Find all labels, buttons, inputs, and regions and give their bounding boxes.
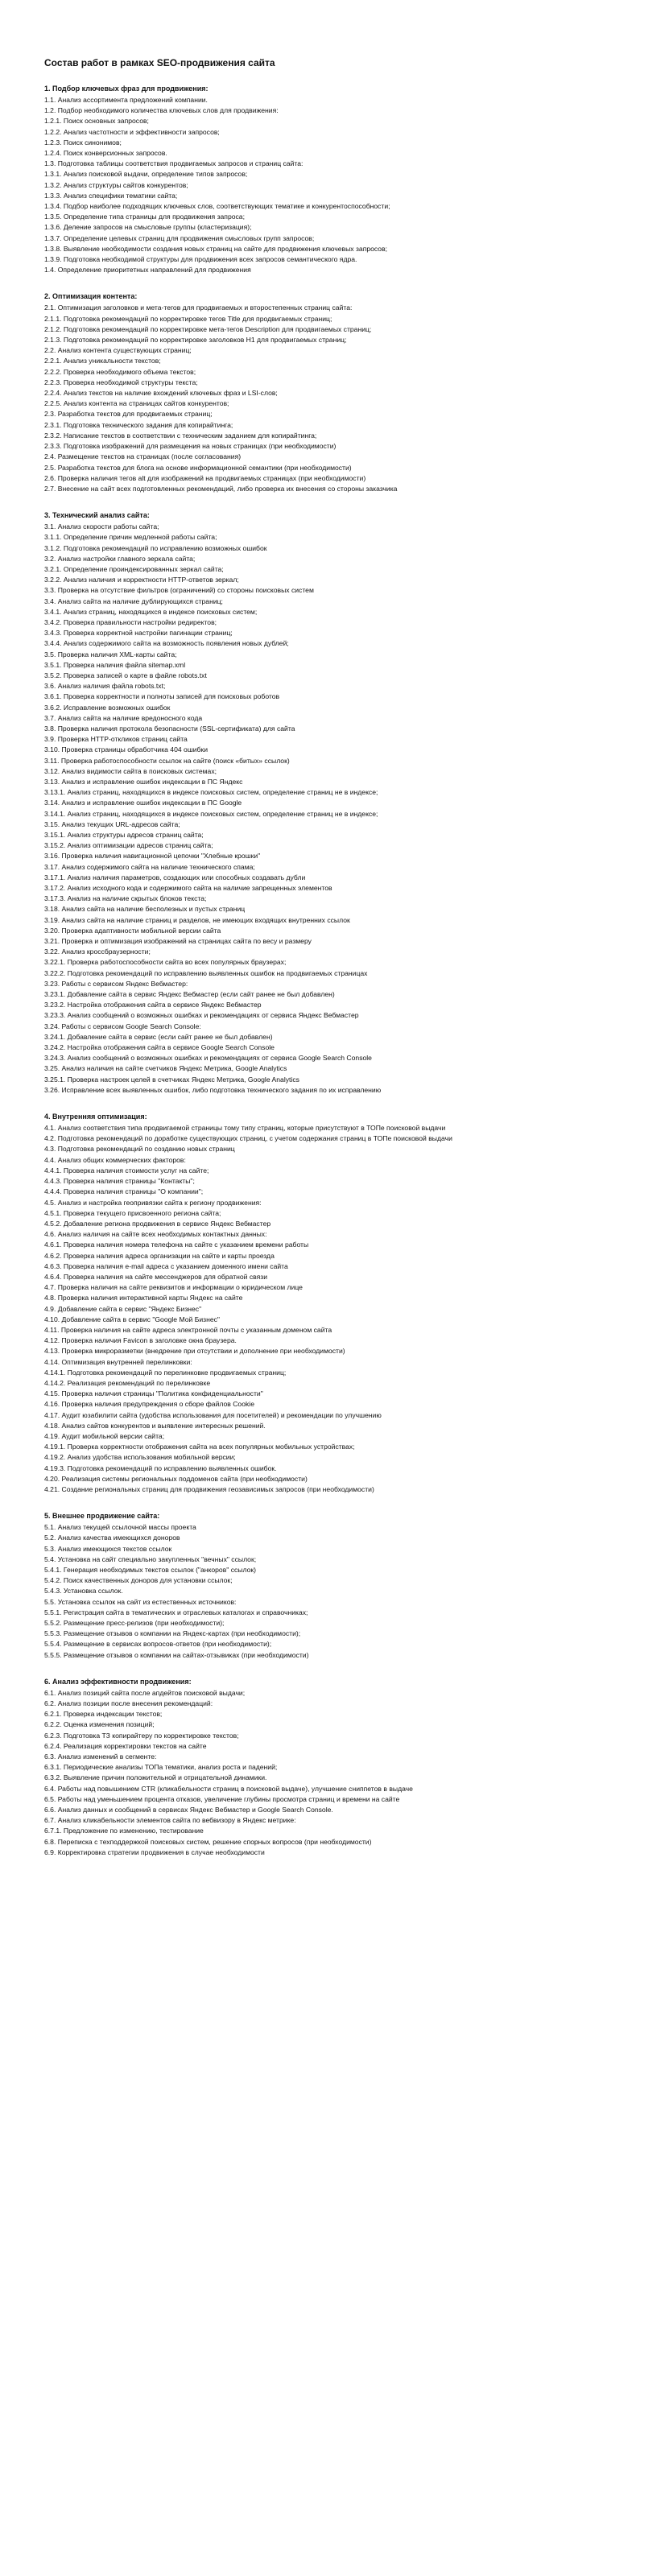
- list-item: 4.19.2. Анализ удобства использования мобильной версии;: [44, 1453, 236, 1462]
- list-item: 6.8. Переписка с техподдержкой поисковых систем, решение спорных вопросов (при необходимости): [44, 1837, 372, 1846]
- list-item: 3.3. Проверка на отсутствие фильтров (ограничений) со стороны поисковых систем: [44, 586, 314, 595]
- list-item: 6.5. Работы над уменьшением процента отказов, увеличение глубины просмотра страниц и времени на сайте: [44, 1794, 400, 1803]
- list-item: 2.2.5. Анализ контента на страницах сайтов конкурентов;: [44, 399, 229, 408]
- list-item: 4.6.4. Проверка наличия на сайте мессенджеров для обратной связи: [44, 1272, 268, 1281]
- section-2: [44, 291, 640, 494]
- list-item: 3.23. Работы с сервисом Яндекс Вебмастер:: [44, 979, 188, 988]
- list-item: 3.5. Проверка наличия XML-карты сайта;: [44, 650, 177, 658]
- list-item: 5.3. Анализ имеющихся текстов ссылок: [44, 1544, 172, 1553]
- list-item: 3.13.1. Анализ страниц, находящихся в индексе поисковых систем, определение страниц не в индексе;: [44, 788, 378, 797]
- list-item: 4.6.1. Проверка наличия номера телефона на сайте с указанием времени работы: [44, 1241, 309, 1249]
- list-item: 4.3. Подготовка рекомендаций по созданию новых страниц: [44, 1145, 235, 1154]
- list-item: 3.14. Анализ и исправление ошибок индексации в ПС Google: [44, 799, 242, 807]
- list-item: 3.4.2. Проверка правильности настройки редиректов;: [44, 617, 217, 626]
- list-item: 4.19.1. Проверка корректности отображения сайта на всех популярных мобильных устройствах;: [44, 1443, 355, 1451]
- list-item: 3.2.1. Определение проиндексированных зеркал сайта;: [44, 564, 224, 573]
- list-item: 2.1. Оптимизация заголовков и мета-тегов для продвигаемых и второстепенных страниц сайта:: [44, 303, 353, 312]
- list-item: 1.1. Анализ ассортимента предложений компании.: [44, 96, 208, 104]
- list-item: 3.14.1. Анализ страниц, находящихся в индексе поисковых систем, определение страниц не в индексе;: [44, 809, 378, 818]
- list-item: 3.23.2. Настройка отображения сайта в сервисе Яндекс Вебмастер: [44, 1001, 262, 1009]
- list-item: 2.2.4. Анализ текстов на наличие вхождений ключевых фраз и LSI-слов;: [44, 389, 278, 398]
- section-5: [44, 1511, 640, 1661]
- list-item: 6.6. Анализ данных и сообщений в сервисах Яндекс Вебмастер и Google Search Console.: [44, 1806, 333, 1814]
- list-item: 1.3. Подготовка таблицы соответствия продвигаемых запросов и страниц сайта:: [44, 159, 304, 168]
- list-item: 1.2. Подбор необходимого количества ключевых слов для продвижения:: [44, 106, 279, 115]
- list-item: 3.4.1. Анализ страниц, находящихся в индексе поисковых систем;: [44, 607, 258, 616]
- section-heading: 4. Внутренняя оптимизация:: [44, 1113, 147, 1121]
- list-item: 5.5.4. Размещение в сервисах вопросов-ответов (при необходимости);: [44, 1640, 272, 1649]
- list-item: 1.3.8. Выявление необходимости создания новых страниц на сайте для продвижения ключевых запросов;: [44, 244, 388, 253]
- list-item: 2.1.3. Подготовка рекомендаций по корректировке заголовков H1 для продвигаемых страниц;: [44, 336, 347, 345]
- list-item: 1.3.4. Подбор наиболее подходящих ключевых слов, соответствующих тематике и конкурентоспособности;: [44, 202, 390, 211]
- list-item: 3.24. Работы с сервисом Google Search Console:: [44, 1022, 201, 1030]
- list-item: 5.5.5. Размещение отзывов о компании на сайтах-отзывиках (при необходимости): [44, 1650, 309, 1659]
- list-item: 3.26. Исправление всех выявленных ошибок, либо подготовка технического задания по их исправлению: [44, 1085, 382, 1094]
- document-page: [44, 56, 640, 1874]
- list-item: 4.14.2. Реализация рекомендаций по перелинковке: [44, 1378, 211, 1387]
- list-item: 3.4.3. Проверка корректной настройки пагинации страниц;: [44, 629, 233, 638]
- list-item: 3.9. Проверка HTTP-откликов страниц сайта: [44, 735, 188, 744]
- list-item: 6.7.1. Предложение по изменению, тестирование: [44, 1827, 204, 1835]
- list-item: 3.15. Анализ текущих URL-адресов сайта;: [44, 819, 180, 828]
- list-item: 3.16. Проверка наличия навигационной цепочки "Хлебные крошки": [44, 852, 261, 861]
- list-item: 2.3.3. Подготовка изображений для размещения на новых страницах (при необходимости): [44, 442, 337, 451]
- list-item: 1.3.2. Анализ структуры сайтов конкурентов;: [44, 180, 188, 189]
- list-item: 2.1.2. Подготовка рекомендаций по корректировке мета-тегов Description для продвигаемых страниц;: [44, 324, 372, 333]
- list-item: 3.23.3. Анализ сообщений о возможных ошибках и рекомендациях от сервиса Яндекс Вебмастер: [44, 1011, 359, 1020]
- list-item: 4.13. Проверка микроразметки (внедрение при отсутствии и дополнение при необходимости): [44, 1347, 345, 1356]
- section-3: [44, 510, 640, 1096]
- list-item: 6.9. Корректировка стратегии продвижения в случае необходимости: [44, 1847, 265, 1856]
- list-item: 4.7. Проверка наличия на сайте реквизитов и информации о юридическом лице: [44, 1283, 303, 1292]
- list-item: 4.4.4. Проверка наличия страницы "О компании";: [44, 1187, 204, 1196]
- list-item: 2.2. Анализ контента существующих страниц;: [44, 346, 192, 355]
- list-item: 1.4. Определение приоритетных направлений для продвижения: [44, 266, 251, 275]
- list-item: 1.3.5. Определение типа страницы для продвижения запроса;: [44, 213, 245, 221]
- list-item: 4.16. Проверка наличия предупреждения о сборе файлов Cookie: [44, 1400, 254, 1409]
- list-item: 4.6.3. Проверка наличия e-mail адреса с указанием доменного имени сайта: [44, 1261, 288, 1270]
- list-item: 1.3.6. Деление запросов на смысловые группы (кластеризация);: [44, 223, 252, 232]
- list-item: 2.1.1. Подготовка рекомендаций по корректировке тегов Title для продвигаемых страниц;: [44, 314, 332, 323]
- list-item: 6.1. Анализ позиций сайта после апдейтов поисковой выдачи;: [44, 1688, 246, 1697]
- list-item: 3.7. Анализ сайта на наличие вредоносного кода: [44, 713, 203, 722]
- list-item: 2.7. Внесение на сайт всех подготовленных рекомендаций, либо проверка их внесения со стороны заказчика: [44, 484, 398, 493]
- list-item: 3.25.1. Проверка настроек целей в счетчиках Яндекс Метрика, Google Analytics: [44, 1075, 299, 1084]
- list-item: 3.24.2. Настройка отображения сайта в сервисе Google Search Console: [44, 1043, 275, 1052]
- list-item: 3.6. Анализ наличия файла robots.txt;: [44, 682, 166, 691]
- list-item: 3.2. Анализ настройки главного зеркала сайта;: [44, 554, 196, 563]
- list-item: 4.14. Оптимизация внутренней перелинковки:: [44, 1357, 192, 1366]
- list-item: 3.24.3. Анализ сообщений о возможных ошибках и рекомендациях от сервиса Google Search Console: [44, 1054, 372, 1063]
- section-1: [44, 84, 640, 275]
- list-item: 3.10. Проверка страницы обработчика 404 ошибки: [44, 745, 208, 754]
- list-item: 3.13. Анализ и исправление ошибок индексации в ПС Яндекс: [44, 777, 243, 786]
- list-item: 3.23.1. Добавление сайта в сервис Яндекс Вебмастер (если сайт ранее не был добавлен): [44, 990, 335, 999]
- list-item: 3.20. Проверка адаптивности мобильной версии сайта: [44, 926, 221, 935]
- list-item: 2.6. Проверка наличия тегов alt для изображений на продвигаемых страницах (при необходимости): [44, 473, 366, 482]
- list-item: 5.5.1. Регистрация сайта в тематических и отраслевых каталогах и справочниках;: [44, 1608, 308, 1616]
- list-item: 2.3.2. Написание текстов в соответствии с техническим заданием для копирайтинга;: [44, 431, 317, 440]
- list-item: 2.3. Разработка текстов для продвигаемых страниц;: [44, 410, 213, 419]
- list-item: 5.4.3. Установка ссылок.: [44, 1587, 123, 1596]
- list-item: 6.4. Работы над повышением CTR (кликабельности страниц в поисковой выдаче), улучшение сниппетов в выдаче: [44, 1784, 413, 1793]
- list-item: 6.7. Анализ кликабельности элементов сайта по вебвизору в Яндекс метрике:: [44, 1816, 296, 1825]
- list-item: 4.20. Реализация системы региональных поддоменов сайта (при необходимости): [44, 1474, 308, 1483]
- list-item: 1.3.9. Подготовка необходимой структуры для продвижения всех запросов семантического ядра.: [44, 255, 357, 264]
- list-item: 3.21. Проверка и оптимизация изображений на страницах сайта по весу и размеру: [44, 937, 312, 946]
- list-item: 5.4. Установка на сайт специально закупленных "вечных" ссылок;: [44, 1554, 257, 1563]
- list-item: 4.5. Анализ и настройка геопривязки сайта к региону продвижения:: [44, 1198, 262, 1207]
- list-item: 4.5.1. Проверка текущего присвоенного региона сайта;: [44, 1208, 221, 1217]
- list-item: 1.3.1. Анализ поисковой выдачи, определение типов запросов;: [44, 170, 248, 179]
- list-item: 3.1.2. Подготовка рекомендаций по исправлению возможных ошибок: [44, 543, 267, 552]
- list-item: 6.2.1. Проверка индексации текстов;: [44, 1710, 163, 1719]
- list-item: 4.21. Создание региональных страниц для продвижения геозависимых запросов (при необходимости): [44, 1484, 374, 1493]
- list-item: 4.2. Подготовка рекомендаций по доработке существующих страниц, с учетом содержания страниц в ТОПе поисковой выдачи: [44, 1134, 452, 1143]
- list-item: 1.2.4. Поиск конверсионных запросов.: [44, 149, 167, 158]
- list-item: 3.1. Анализ скорости работы сайта;: [44, 522, 159, 531]
- section-heading: 2. Оптимизация контента:: [44, 292, 138, 301]
- list-item: 4.4. Анализ общих коммерческих факторов:: [44, 1155, 186, 1164]
- list-item: 3.6.2. Исправление возможных ошибок: [44, 703, 171, 712]
- list-item: 2.4. Размещение текстов на страницах (после согласования): [44, 452, 242, 461]
- list-item: 4.1. Анализ соответствия типа продвигаемой страницы тому типу страниц, которые присутствуют в ТОПе поисковой выдачи: [44, 1124, 446, 1133]
- section-heading: 3. Технический анализ сайта:: [44, 511, 150, 520]
- list-item: 5.5. Установка ссылок на сайт из естественных источников:: [44, 1597, 237, 1606]
- list-item: 3.22.2. Подготовка рекомендаций по исправлению выявленных ошибок на продвигаемых страницах: [44, 968, 368, 977]
- list-item: 4.17. Аудит юзабилити сайта (удобства использования для посетителей) и рекомендации по улучшению: [44, 1410, 382, 1419]
- document-title: Состав работ в рамках SEO-продвижения сайта: [44, 57, 275, 68]
- list-item: 3.4. Анализ сайта на наличие дублирующихся страниц;: [44, 597, 223, 605]
- list-item: 2.2.2. Проверка необходимого объема текстов;: [44, 367, 196, 376]
- list-item: 3.4.4. Анализ содержимого сайта на возможность появления новых дублей;: [44, 639, 289, 648]
- list-item: 4.12. Проверка наличия Favicon в заголовке окна браузера.: [44, 1336, 237, 1345]
- list-item: 3.19. Анализ сайта на наличие страниц и разделов, не имеющих входящих внутренних ссылок: [44, 915, 350, 924]
- list-item: 2.3.1. Подготовка технического задания для копирайтинга;: [44, 420, 233, 429]
- list-item: 5.4.1. Генерация необходимых текстов ссылок ("анкоров" ссылок): [44, 1566, 256, 1574]
- list-item: 4.14.1. Подготовка рекомендаций по перелинковке продвигаемых страниц;: [44, 1368, 287, 1377]
- list-item: 4.4.3. Проверка наличия страницы "Контакты";: [44, 1177, 195, 1186]
- list-item: 3.2.2. Анализ наличия и корректности HTTP-ответов зеркал;: [44, 576, 239, 584]
- section-heading: 5. Внешнее продвижение сайта:: [44, 1512, 160, 1521]
- list-item: 5.5.2. Размещение пресс-релизов (при необходимости);: [44, 1619, 225, 1628]
- list-item: 4.9. Добавление сайта в сервис "Яндекс Бизнес": [44, 1304, 202, 1313]
- list-item: 3.17. Анализ содержимого сайта на наличие технического спама;: [44, 862, 255, 871]
- list-item: 6.3.2. Выявление причин положительной и отрицательной динамики.: [44, 1773, 267, 1782]
- list-item: 4.4.1. Проверка наличия стоимости услуг на сайте;: [44, 1166, 209, 1174]
- list-item: 4.6. Анализ наличия на сайте всех необходимых контактных данных:: [44, 1230, 267, 1239]
- list-item: 5.5.3. Размещение отзывов о компании на Яндекс-картах (при необходимости);: [44, 1629, 301, 1638]
- list-item: 3.15.2. Анализ оптимизации адресов страниц сайта;: [44, 841, 213, 850]
- list-item: 4.6.2. Проверка наличия адреса организации на сайте и карты проезда: [44, 1251, 275, 1260]
- list-item: 3.11. Проверка работоспособности ссылок на сайте (поиск «битых» ссылок): [44, 756, 290, 765]
- list-item: 3.17.3. Анализ на наличие скрытых блоков текста;: [44, 894, 207, 903]
- list-item: 3.5.1. Проверка наличия файла sitemap.xml: [44, 660, 186, 669]
- list-item: 3.5.2. Проверка записей о карте в файле robots.txt: [44, 671, 207, 679]
- list-item: 6.3. Анализ изменений в сегменте:: [44, 1752, 157, 1761]
- list-item: 6.2.4. Реализация корректировки текстов на сайте: [44, 1741, 207, 1750]
- list-item: 3.22.1. Проверка работоспособности сайта во всех популярных браузерах;: [44, 958, 287, 967]
- list-item: 4.8. Проверка наличия интерактивной карты Яндекс на сайте: [44, 1294, 243, 1302]
- list-item: 4.15. Проверка наличия страницы "Политика конфиденциальности": [44, 1389, 263, 1398]
- section-6: [44, 1677, 640, 1858]
- list-item: 3.6.1. Проверка корректности и полноты записей для поисковых роботов: [44, 692, 280, 701]
- list-item: 5.1. Анализ текущей ссылочной массы проекта: [44, 1523, 196, 1532]
- list-item: 6.2.3. Подготовка ТЗ копирайтеру по корректировке текстов;: [44, 1731, 239, 1740]
- list-item: 5.4.2. Поиск качественных доноров для установки ссылок;: [44, 1576, 233, 1585]
- list-item: 6.3.1. Периодические анализы ТОПа тематики, анализ роста и падений;: [44, 1763, 278, 1772]
- sections-container: [44, 84, 640, 1858]
- list-item: 3.25. Анализ наличия на сайте счетчиков Яндекс Метрика, Google Analytics: [44, 1064, 287, 1073]
- list-item: 1.2.2. Анализ частотности и эффективности запросов;: [44, 127, 220, 136]
- list-item: 2.2.1. Анализ уникальности текстов;: [44, 357, 161, 365]
- list-item: 3.8. Проверка наличия протокола безопасности (SSL-сертификата) для сайта: [44, 724, 295, 733]
- list-item: 1.3.7. Определение целевых страниц для продвижения смысловых групп запросов;: [44, 233, 315, 242]
- list-item: 4.10. Добавление сайта в сервис "Google Мой Бизнес": [44, 1315, 220, 1323]
- list-item: 4.5.2. Добавление региона продвижения в сервисе Яндекс Вебмастер: [44, 1219, 271, 1228]
- list-item: 3.15.1. Анализ структуры адресов страниц сайта;: [44, 831, 204, 839]
- section-4: [44, 1112, 640, 1495]
- list-item: 6.2.2. Оценка изменения позиций;: [44, 1720, 155, 1729]
- list-item: 3.24.1. Добавление сайта в сервис (если сайт ранее не был добавлен): [44, 1032, 273, 1041]
- list-item: 2.5. Разработка текстов для блога на основе информационной семантики (при необходимости): [44, 463, 352, 472]
- list-item: 5.2. Анализ качества имеющихся доноров: [44, 1534, 180, 1542]
- list-item: 3.18. Анализ сайта на наличие бесполезных и пустых страниц: [44, 905, 246, 914]
- list-item: 1.2.1. Поиск основных запросов;: [44, 117, 149, 126]
- list-item: 3.1.1. Определение причин медленной работы сайта;: [44, 533, 217, 542]
- section-heading: 1. Подбор ключевых фраз для продвижения:: [44, 85, 209, 93]
- list-item: 4.19. Аудит мобильной версии сайта;: [44, 1431, 165, 1440]
- list-item: 6.2. Анализ позиции после внесения рекомендаций:: [44, 1699, 213, 1708]
- list-item: 4.19.3. Подготовка рекомендаций по исправлению выявленных ошибок.: [44, 1463, 277, 1472]
- list-item: 3.22. Анализ кроссбраузерности;: [44, 947, 151, 956]
- section-heading: 6. Анализ эффективности продвижения:: [44, 1677, 192, 1686]
- list-item: 1.3.3. Анализ специфики тематики сайта;: [44, 191, 178, 200]
- list-item: 4.11. Проверка наличия на сайте адреса электронной почты с указанным доменом сайта: [44, 1325, 332, 1334]
- list-item: 1.2.3. Поиск синонимов;: [44, 138, 122, 147]
- list-item: 3.12. Анализ видимости сайта в поисковых системах;: [44, 766, 217, 775]
- list-item: 2.2.3. Проверка необходимой структуры текста;: [44, 378, 198, 386]
- list-item: 4.18. Анализ сайтов конкурентов и выявление интересных решений.: [44, 1421, 266, 1430]
- list-item: 3.17.1. Анализ наличия параметров, создающих или способных создавать дубли: [44, 873, 306, 881]
- list-item: 3.17.2. Анализ исходного кода и содержимого сайта на наличие запрещенных элементов: [44, 884, 332, 893]
